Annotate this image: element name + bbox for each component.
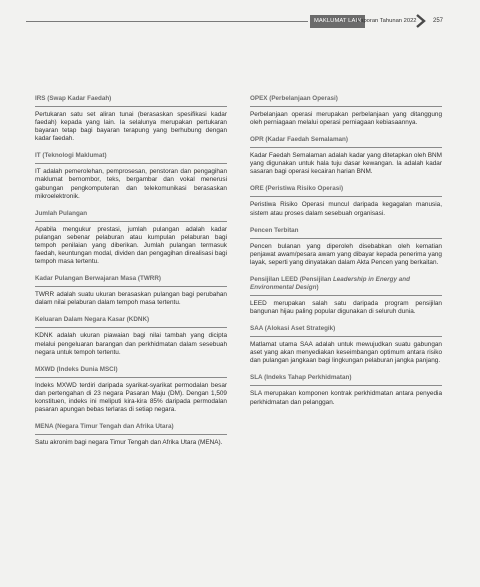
page-number: 257 — [433, 18, 444, 24]
entry-body: Indeks MXWD terdiri daripada syarikat-syarikat permodalan besar dan pertengahan di 23 negara Pasaran Maju (DM). Dengan 1,509 konstituen, indeks ini meliputi kira-kira 85% daripada permodalan pasaran apungan bebas terlaras di setiap negara. — [35, 381, 227, 413]
left-column — [35, 95, 227, 456]
entry-body: Satu akronim bagi negara Timur Tengah dan Afrika Utara (MENA). — [35, 439, 223, 447]
section-tag: MAKLUMAT LAIN — [310, 15, 365, 28]
chevron-right-icon — [415, 14, 427, 28]
entry-title-text: Pensijilan LEED (Pensijilan — [250, 275, 333, 283]
entry-title: SAA (Alokasi Aset Strategik) — [250, 325, 442, 337]
glossary-entry-saa — [250, 325, 442, 365]
right-column — [250, 95, 442, 416]
entry-body: LEED merupakan salah satu daripada program pensijilan bangunan hijau paling popular digunakan di seluruh dunia. — [250, 299, 442, 316]
page-header — [0, 14, 480, 30]
glossary-entry-twrr — [35, 275, 227, 307]
entry-body: Perbelanjaan operasi merupakan perbelanjaan yang ditanggung oleh perniagaan melalui operasi perniagaan kebiasaannya. — [250, 111, 442, 127]
entry-title: Jumlah Pulangan — [35, 210, 227, 222]
glossary-entry-leed — [250, 276, 442, 316]
entry-title — [250, 276, 442, 296]
entry-title: MENA (Negara Timur Tengah dan Afrika Utara) — [35, 423, 227, 435]
glossary-entry-kdnk — [35, 316, 227, 356]
entry-title: MXWD (Indeks Dunia MSCI) — [35, 366, 227, 378]
glossary-entry-jumlah-pulangan — [35, 210, 227, 266]
entry-title: OPR (Kadar Faedah Semalaman) — [250, 136, 442, 148]
entry-body: Kadar Faedah Semalaman adalah kadar yang ditetapkan oleh BNM yang digunakan untuk hala tuju dasar kewangan. Ia adalah kadar sasaran bagi operasi kecairan harian BNM. — [250, 152, 442, 176]
entry-title: IT (Teknologi Maklumat) — [35, 152, 227, 164]
entry-title-italic: Leadership in Energy and — [332, 275, 410, 283]
entry-title: Pencen Terbitan — [250, 227, 442, 239]
entry-title: IRS (Swap Kadar Faedah) — [35, 95, 227, 107]
entry-body: Pertukaran satu set aliran tunai (berasaskan spesifikasi kadar faedah) kepada yang lain. Ia selalunya merupakan pertukaran bayaran tetap bagi bayaran terapung yang berhubung dengan kadar faedah. — [35, 111, 227, 143]
glossary-entry-sla — [250, 374, 442, 406]
glossary-entry-pencen-terbitan — [250, 227, 442, 267]
entry-body: SLA merupakan komponen kontrak perkhidmatan antara penyedia perkhidmatan dan pelanggan. — [250, 390, 442, 406]
glossary-entry-opr — [250, 136, 442, 176]
glossary-entry-opex — [250, 95, 442, 127]
entry-body: Pencen bulanan yang diperoleh disebabkan oleh kematian penjawat awam/pesara awam yang dibayar kepada penerima yang layak, seperti yang dinyatakan dalam Akta Pencen yang berkaitan. — [250, 242, 442, 266]
entry-title: Kadar Pulangan Berwajaran Masa (TWRR) — [35, 275, 227, 287]
entry-title: Keluaran Dalam Negara Kasar (KDNK) — [35, 316, 227, 328]
header-rule — [26, 21, 308, 22]
entry-title: OPEX (Perbelanjaan Operasi) — [250, 95, 442, 107]
glossary-entry-mena — [35, 423, 227, 447]
glossary-entry-it — [35, 152, 227, 200]
entry-title-text: ) — [316, 283, 319, 291]
glossary-entry-irs — [35, 95, 227, 143]
glossary-entry-ore — [250, 185, 442, 217]
report-title: Laporan Tahunan 2022 — [357, 18, 417, 24]
entry-title-italic: Environmental Design — [250, 283, 317, 291]
entry-body: Apabila mengukur prestasi, jumlah pulangan adalah kadar pulangan sebenar pelaburan atau kumpulan pelaburan bagi tempoh penilaian yang diberikan. Jumlah pulangan termasuk faedah, keuntungan modal, dividen dan pengagihan direalisasi bagi tempoh masa tertentu. — [35, 225, 227, 266]
entry-title: SLA (Indeks Tahap Perkhidmatan) — [250, 374, 442, 386]
entry-body: IT adalah pemerolehan, pemprosesan, penstoran dan pengagihan maklumat bernombor, teks, bergambar dan vokal menerusi gabungan pengkomputeran dan telekomunikasi berasaskan mikroelektronik. — [35, 168, 227, 200]
glossary-entry-mxwd — [35, 366, 227, 414]
entry-body: KDNK adalah ukuran piawaian bagi nilai tambah yang dicipta melalui pengeluaran barangan dan perkhidmatan dalam sesebuah negara untuk tempoh tertentu. — [35, 332, 227, 356]
entry-body: Matlamat utama SAA adalah untuk mewujudkan suatu gabungan aset yang akan menyediakan keseimbangan optimum antara risiko dan pulangan jangkaan bagi lingkungan pelaburan jangka panjang. — [250, 341, 442, 365]
entry-body: Peristiwa Risiko Operasi muncul daripada kegagalan manusia, sistem atau proses dalam sesebuah organisasi. — [250, 201, 442, 217]
entry-title: ORE (Peristiwa Risiko Operasi) — [250, 185, 442, 197]
entry-body: TWRR adalah suatu ukuran berasaskan pulangan bagi perubahan dalam nilai pelaburan dalam tempoh masa tertentu. — [35, 291, 227, 307]
